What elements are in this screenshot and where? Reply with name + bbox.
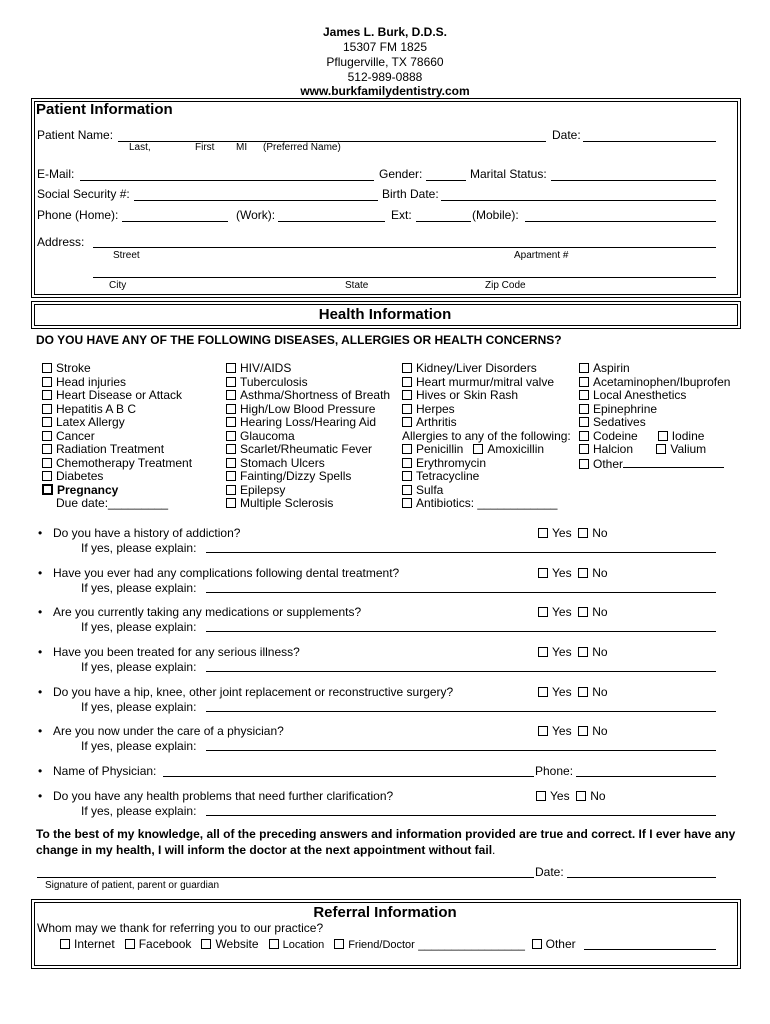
checkbox[interactable] [402,498,412,508]
gender-label: Gender: [379,167,423,181]
checkbox-item[interactable]: Asthma/Shortness of Breath [226,389,390,403]
checkbox-item[interactable]: HIV/AIDS [226,362,390,376]
email-field[interactable] [80,180,374,181]
yes-no-addiction[interactable]: Yes No [538,526,608,540]
physician-name-label: Name of Physician: [53,764,157,778]
checkbox-item-halcion[interactable]: Halcion Valium [579,443,730,457]
checkbox-item[interactable]: Tetracycline [402,470,571,484]
patient-info-title: Patient Information [36,101,173,118]
checkbox[interactable] [576,791,586,801]
checkbox-item[interactable]: Aspirin [579,362,730,376]
checkbox[interactable] [226,431,236,441]
checkbox[interactable] [42,458,52,468]
question-physician-care: Are you now under the care of a physician? [53,724,284,738]
checkbox[interactable] [42,363,52,373]
checkbox-item[interactable]: Sulfa [402,484,571,498]
explain-field[interactable] [206,711,716,712]
practice-street: 15307 FM 1825 [342,40,428,54]
checkbox[interactable] [579,444,589,454]
physician-phone-label: Phone: [535,764,574,778]
phone-home-field[interactable] [122,221,228,222]
referral-website[interactable]: Website [201,937,258,951]
checkbox-item[interactable]: Multiple Sclerosis [226,497,390,511]
explain-label: If yes, please explain: [81,660,197,674]
checkbox-item[interactable]: Radiation Treatment [42,443,192,457]
checkbox-item[interactable]: Latex Allergy [42,416,192,430]
checkbox[interactable] [538,528,548,538]
marital-label: Marital Status: [470,167,547,181]
disease-column-1 [42,362,192,511]
sub-first: First [195,142,215,153]
ext-label: Ext: [391,208,412,222]
explain-field[interactable] [206,552,716,553]
checkbox[interactable] [402,417,412,427]
physician-phone-field[interactable] [576,776,716,777]
mobile-field[interactable] [525,221,716,222]
checkbox-item[interactable]: Stroke [42,362,192,376]
signature-label: Signature of patient, parent or guardian [45,880,220,891]
sub-mi: MI [236,142,248,153]
checkbox-item-codeine[interactable]: Codeine Iodine [579,430,730,444]
question-addiction: Do you have a history of addiction? [53,526,241,540]
checkbox-item-antibiotics[interactable]: Antibiotics: ____________ [402,497,571,511]
checkbox[interactable] [42,471,52,481]
checkbox[interactable] [538,568,548,578]
ext-field[interactable] [416,221,471,222]
checkbox[interactable] [579,404,589,414]
checkbox[interactable] [125,939,135,949]
checkbox[interactable] [402,377,412,387]
practice-website: www.burkfamilydentistry.com [300,84,470,98]
checkbox[interactable] [402,471,412,481]
signature-date-field[interactable] [567,877,716,878]
zip-label: Zip Code [485,280,526,291]
city-label: City [109,280,127,291]
checkbox[interactable] [538,726,548,736]
work-field[interactable] [278,221,385,222]
ssn-label: Social Security #: [37,187,130,201]
street-label: Street [113,250,140,261]
certification-statement: To the best of my knowledge, all of the preceding answers and information provided are true and correct. If I ever have any change in my health, I will inform the doctor at the next appointment without fail. [36,827,736,857]
checkbox[interactable] [402,458,412,468]
mobile-label: (Mobile): [472,208,519,222]
checkbox[interactable] [579,363,589,373]
checkbox-item-other[interactable]: Other [579,457,730,472]
referral-other-field[interactable] [584,949,716,950]
checkbox-item[interactable]: Sedatives [579,416,730,430]
checkbox[interactable] [656,444,666,454]
apartment-label: Apartment # [514,250,569,261]
checkbox[interactable] [578,647,588,657]
explain-field[interactable] [206,815,716,816]
referral-facebook[interactable]: Facebook [125,937,192,951]
checkbox[interactable] [658,431,668,441]
checkbox[interactable] [532,939,542,949]
referral-other[interactable]: Other [532,937,576,951]
referral-location[interactable]: Location [269,937,325,951]
checkbox[interactable] [334,939,344,949]
checkbox[interactable] [226,498,236,508]
checkbox[interactable] [226,458,236,468]
checkbox[interactable] [226,417,236,427]
practice-phone: 512-989-0888 [347,70,423,84]
referral-friend[interactable]: Friend/Doctor ________________ [334,937,525,951]
checkbox[interactable] [226,377,236,387]
checkbox-item[interactable]: Epilepsy [226,484,390,498]
explain-label: If yes, please explain: [81,541,197,555]
email-label: E-Mail: [37,167,75,181]
checkbox[interactable] [579,390,589,400]
checkbox-item[interactable]: Acetaminophen/Ibuprofen [579,376,730,390]
checkbox[interactable] [226,485,236,495]
question-illness: Have you been treated for any serious illness? [53,645,300,659]
pregnancy-item[interactable]: Pregnancy [42,484,192,498]
signature-field[interactable] [37,877,534,878]
checkbox[interactable] [42,417,52,427]
explain-label: If yes, please explain: [81,581,197,595]
checkbox-item[interactable]: Chemotherapy Treatment [42,457,192,471]
checkbox[interactable] [226,444,236,454]
checkbox[interactable] [538,687,548,697]
physician-name-field[interactable] [163,776,534,777]
health-question: DO YOU HAVE ANY OF THE FOLLOWING DISEASES, ALLERGIES OR HEALTH CONCERNS? [36,333,562,347]
practice-city: Pflugerville, TX 78660 [326,55,444,69]
practice-name: James L. Burk, D.D.S. [322,25,448,39]
explain-field[interactable] [206,592,716,593]
disease-column-2 [226,362,390,511]
sub-preferred: (Preferred Name) [263,142,341,153]
checkbox-item[interactable]: Erythromycin [402,457,571,471]
checkbox[interactable] [536,791,546,801]
checkbox[interactable] [226,363,236,373]
disease-column-3 [402,362,571,511]
explain-label: If yes, please explain: [81,804,197,818]
ssn-field[interactable] [134,200,378,201]
checkbox-item[interactable]: Glaucoma [226,430,390,444]
referral-question: Whom may we thank for referring you to our practice? [37,921,324,935]
checkbox[interactable] [42,444,52,454]
checkbox[interactable] [473,444,483,454]
checkbox[interactable] [42,377,52,387]
street-field[interactable] [93,247,716,248]
checkbox-item[interactable]: Tuberculosis [226,376,390,390]
explain-label: If yes, please explain: [81,700,197,714]
question-health-problems: Do you have any health problems that need further clarification? [53,789,394,803]
checkbox[interactable] [578,528,588,538]
birth-label: Birth Date: [382,187,439,201]
work-label: (Work): [236,208,276,222]
checkbox-item-penicillin[interactable]: Penicillin Amoxicillin [402,443,571,457]
checkbox-item[interactable]: Heart Disease or Attack [42,389,192,403]
explain-label: If yes, please explain: [81,739,197,753]
yes-no-complications[interactable]: Yes No [538,566,608,580]
checkbox-item[interactable]: Epinephrine [579,403,730,417]
date-field[interactable] [583,141,716,142]
checkbox[interactable] [42,431,52,441]
checkbox[interactable] [402,444,412,454]
checkbox-item[interactable]: Stomach Ulcers [226,457,390,471]
checkbox-item[interactable]: Heart murmur/mitral valve [402,376,571,390]
referral-options [60,937,576,951]
checkbox-item[interactable]: Head injuries [42,376,192,390]
checkbox-item[interactable]: Fainting/Dizzy Spells [226,470,390,484]
checkbox[interactable] [60,939,70,949]
checkbox[interactable] [578,568,588,578]
explain-field[interactable] [206,750,716,751]
birth-field[interactable] [441,200,716,201]
allergies-label: Allergies to any of the following: [402,428,571,443]
disease-column-4 [579,362,730,471]
yes-no-physician-care[interactable]: Yes No [538,724,608,738]
checkbox[interactable] [578,726,588,736]
gender-field[interactable] [426,180,466,181]
checkbox[interactable] [402,485,412,495]
address-label: Address: [37,235,85,249]
due-date[interactable]: Due date:_________ [56,496,169,510]
checkbox[interactable] [579,431,589,441]
checkbox-item[interactable]: Kidney/Liver Disorders [402,362,571,376]
checkbox[interactable] [402,390,412,400]
checkbox-item[interactable]: Arthritis [402,416,571,430]
yes-no-joint-replacement[interactable]: Yes No [538,685,608,699]
checkbox-item[interactable]: Hives or Skin Rash [402,389,571,403]
question-complications: Have you ever had any complications following dental treatment? [53,566,400,580]
state-label: State [345,280,369,291]
yes-no-medications[interactable]: Yes No [538,605,608,619]
checkbox[interactable] [579,377,589,387]
phone-home-label: Phone (Home): [37,208,119,222]
checkbox[interactable] [402,363,412,373]
explain-field[interactable] [206,631,716,632]
checkbox[interactable] [42,390,52,400]
marital-field[interactable] [551,180,716,181]
patient-name-label: Patient Name: [37,128,114,142]
checkbox[interactable] [538,647,548,657]
checkbox[interactable] [578,687,588,697]
date-label: Date: [552,128,581,142]
explain-field[interactable] [206,671,716,672]
checkbox-item[interactable]: Local Anesthetics [579,389,730,403]
checkbox[interactable] [578,607,588,617]
checkbox-item[interactable]: Diabetes [42,470,192,484]
question-medications: Are you currently taking any medications or supplements? [53,605,362,619]
signature-date-label: Date: [535,865,564,879]
checkbox[interactable] [579,459,589,469]
checkbox-item[interactable]: Hearing Loss/Hearing Aid [226,416,390,430]
yes-no-health-problems[interactable]: Yes No [536,789,606,803]
yes-no-illness[interactable]: Yes No [538,645,608,659]
city-state-zip-field[interactable] [93,277,716,278]
checkbox[interactable] [42,404,52,414]
checkbox[interactable] [226,404,236,414]
checkbox-item[interactable]: High/Low Blood Pressure [226,403,390,417]
checkbox[interactable] [269,939,279,949]
question-joint-replacement: Do you have a hip, knee, other joint replacement or reconstructive surgery? [53,685,454,699]
checkbox-item[interactable]: Cancer [42,430,192,444]
sub-last: Last, [129,142,151,153]
checkbox[interactable] [226,471,236,481]
checkbox-item[interactable]: Scarlet/Rheumatic Fever [226,443,390,457]
checkbox-item[interactable]: Hepatitis A B C [42,403,192,417]
checkbox-item[interactable]: Herpes [402,403,571,417]
health-info-title: Health Information [318,306,452,323]
checkbox[interactable] [201,939,211,949]
checkbox[interactable] [538,607,548,617]
explain-label: If yes, please explain: [81,620,197,634]
checkbox[interactable] [579,417,589,427]
referral-internet[interactable]: Internet [60,937,115,951]
checkbox[interactable] [226,390,236,400]
checkbox[interactable] [42,484,53,495]
checkbox[interactable] [402,404,412,414]
referral-info-title: Referral Information [313,904,457,921]
